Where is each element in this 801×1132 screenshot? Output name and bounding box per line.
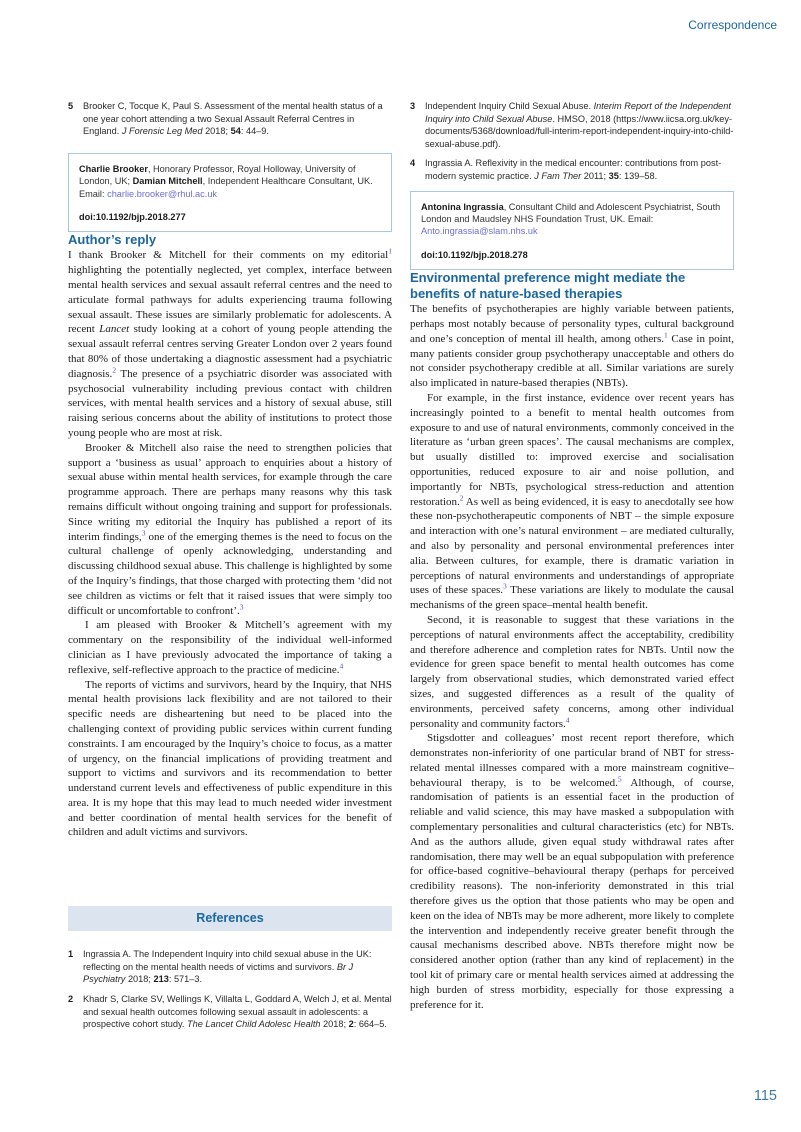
reply-title: Author’s reply [68,232,157,248]
reference-item [410,100,734,150]
author-info-box [68,153,392,233]
citation-mark: 4 [565,714,570,724]
reference-number: 4 [410,158,416,169]
reply-paragraph: Brooker & Mitchell also raise the need to strengthen policies that support a ‘business as usual’ approach to enquiries about a history of sexual abuse within mental health services, for example through the care programme approach. There are perhaps many reasons why this task remains difficult without ongoing training and support for professionals. Since writing my editorial the Inquiry has published a report of its interim findings,$^3$ one of the emerging themes is the need to focus on the cultural challenge of openly acknowledging, understanding and discussing childhood sexual abuse. This challenge is highlighted by some of the Inquiry’s findings, that those charged with protecting them ‘did not see children as victims or felt that it raised issues that were simply too difficult or uncomfortable to confront’.$^3$ [68,441,393,617]
article-paragraph: Second, it is reasonable to suggest that these variations in the perceptions of natural environments affect the acceptability, credibility and therefore adherence and completion rates for NBTs. Until now the evidence for green space benefit to mental health outcomes has come largely from observational studies, which demonstrated varied effect sizes, and suggested differences as a result of the quality of environments, perceived safety concerns, among other individual personality and community factors.$^4$ [410,613,734,730]
reference-text: Ingrassia A. Reflexivity in the medical encounter: contributions from post-modern systemic practice. J Fam Ther 2011; 35: 139–58. [425,158,722,181]
reference-item [410,157,734,182]
reference-item [68,100,392,138]
reference-text: Ingrassia A. The Independent Inquiry into child sexual abuse in the UK: reflecting on the mental health needs of victims and survivors. Br J Psychiatry 2018; 213: 571–3. [83,949,372,985]
reply-paragraph: The reports of victims and survivors, heard by the Inquiry, that NHS mental health provisions lack flexibility and are not tailored to their specific needs are disheartening but need to be placed into the challenging context of providing public services within current funding constraints. I am encouraged by the Inquiry’s choice to focus, as a matter of urgency, on the financial implications of providing treatment and support to victims and survivors and its recommendation to better understand current levels and effectiveness of public expenditure in this area. It is my hope that this may lead to much needed wider investment and better coordination of mental health services for the benefit of children and adult victims and survivors. [68,678,392,839]
right-column [410,100,734,1038]
citation-mark: 1 [664,330,668,340]
article-title: Environmental preference might mediate the benefits of nature-based therapies [410,270,686,302]
two-column-layout [68,100,734,1038]
citation-mark: 2 [112,365,117,375]
reference-text: Brooker C, Tocque K, Paul S. Assessment of the mental health status of a one year cohort attending a two Sexual Assault Referral Centres in England. J Forensic Leg Med 2018; 54: 44–9. [83,101,383,137]
running-head: Correspondence [688,18,777,32]
reference-text: Independent Inquiry Child Sexual Abuse. Interim Report of the Independent Inquiry into Child Sexual Abuse. HMSO, 2018 (https://www.iicsa.org.uk/key-documents/5368/download/full-interim-report-independent-inquiry-into-child-sexual-abuse.pdf). [425,101,734,149]
citation-mark: 3 [141,527,146,537]
reference-number: 5 [68,101,74,111]
references-list [68,948,392,1031]
references-header-bar: References [68,906,392,931]
contributor-details: Charlie Brooker, Honorary Professor, Royal Holloway, University of London, UK; Damian Mitchell, Independent Healthcare Consultant, UK. Email: charlie.brooker@rhul.ac.uk [79,163,373,199]
email-link[interactable]: charlie.brooker@rhul.ac.uk [107,188,218,199]
page-number: 115 [753,1088,777,1104]
reference-number: 1 [68,949,74,960]
reply-paragraph: I thank Brooker & Mitchell for their comments on my editorial$^1$ highlighting the potentially neglected, yet complex, interface between mental health services and sexual assault referral centres and the need to articulate formal pathways for adults experiencing trauma following sexual assault. These issues are similarly problematic for adolescents. A recent Lancet study looking at a cohort of young people attending the sexual assault referral centres serving Greater London over 2 years found that 80% of those undertaking a diagnostic assessment had a psychiatric diagnosis.$^2$ The presence of a psychiatric disorder was associated with psychosocial vulnerability including previous contact with children services, with mental health services and a history of sexual abuse, still raising serious concerns about the ability of institutions to protect those young people who are most at risk. [68,246,392,439]
citation-mark: 3 [239,601,244,611]
article-paragraph: The benefits of psychotherapies are highly variable between patients, perhaps most notably because of personality types, cultural background and one’s conception of mental ill health, among others.$^1$ Case in point, many patients consider group psychotherapy unacceptable and others do not consider psychotherapy credible at all. Similar variations are surely also implicated in nature-based therapies (NBTs). [410,303,734,390]
reference-text: Khadr S, Clarke SV, Wellings K, Villalta L, Goddard A, Welch J, et al. Mental and sexual health outcomes following sexual assault in adolescents: a prospective cohort study. The Lancet Child Adolesc Health 2018; 2: 664–5. [83,994,392,1030]
citation-mark: 1 [388,246,392,256]
reply-paragraph: I am pleased with Brooker & Mitchell’s agreement with my commentary on the responsibility of the individual well-informed clinician as I have previously advocated the importance of taking a reflexive, self-reflective approach to the practice of medicine.$^4$ [68,619,392,676]
citation-mark: 5 [617,774,622,784]
doi-text: doi:10.1192/bjp.2018.277 [79,212,186,222]
email-link[interactable]: Anto.ingrassia@slam.nhs.uk [421,226,538,237]
reference-item [68,993,392,1031]
contributor-details: Antonina Ingrassia, Consultant Child and Adolescent Psychiatrist, South London and Maudsley NHS Foundation Trust, UK. Email: Anto.ingrassia@slam.nhs.uk [421,201,721,237]
citation-mark: 3 [503,581,507,591]
reference-item [68,948,392,986]
article-paragraph: Stigsdotter and colleagues’ most recent report therefore, which demonstrates non-inferiority of one particular brand of NBT for stress-related mental illnesses compared with a more mainstream cognitive–behavioural therapy, is to be welcomed.$^5$ Although, of course, randomisation of patients is an essential facet in the production of reliable and valid science, this may have masked a subpopulation with complementary personalities and cultural characteristics (etc) for NBTs. And as the authors allude, given equal study withdrawal rates after randomisation, there may well be an equal subpopulation with preference for office-based cognitive–behavioural therapy (perhaps for perceived credibility reasons). The non-inferiority demonstrated in this trial therefore gives us the option that those patients who may be open and keen on the idea of NBTs may be more adherent, more likely to complete the intervention and independently receive greater benefit through the causal mechanisms described above. NBTs therefore might now be considered another option (rather than any kind of replacement) in the tool kit of primary care or mental health services aimed at addressing the high burden of stress morbidity, especially for those expressing a preference for it. [410,732,734,1011]
reference-number: 2 [68,994,74,1005]
left-column [68,100,392,1038]
citation-mark: 2 [459,492,464,502]
article-paragraph: For example, in the first instance, evidence over recent years has increasingly pointed to a benefit to mental health outcomes from exposure to and use of natural environments, commonly conceived in the literature as ‘urban green spaces’. The causal mechanisms are complex, but usually distilled to: improved exercise and socialisation opportunities, reduced exposure to air and noise pollution, and importantly for NBTs, psychological stress-reduction and attention restoration.$^2$ As well as being evidenced, it is easy to anecdotally see how these non-psychotherapeutic components of NBT – the simple exposure and interaction with one’s natural environment – are mediated culturally, and also by personality and personal environmental preferences inter alia. Between cultures, for example, there is dramatic variation in perceptions of natural environments and understandings of appropriate uses of these spaces.$^3$ These variations are likely to modulate the causal mechanisms of the green space–mental health benefit. [410,391,734,612]
reference-number: 3 [410,101,416,111]
citation-mark: 4 [339,661,344,671]
author-info-box [410,191,734,271]
doi-text: doi:10.1192/bjp.2018.278 [421,249,528,260]
